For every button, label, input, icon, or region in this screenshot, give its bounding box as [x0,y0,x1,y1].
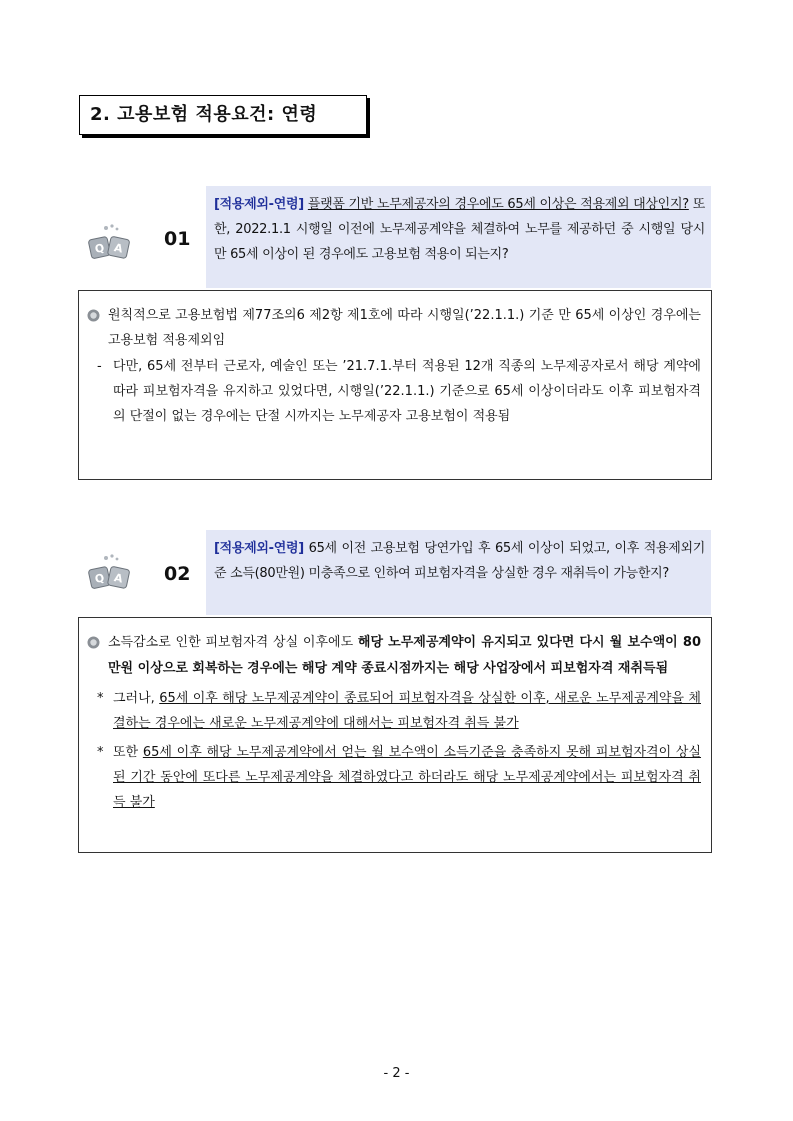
note-underlined: 65세 이후 해당 노무제공계약에서 얻는 월 보수액이 소득기준을 충족하지 못해 피보험자격이 상실된 기간 동안에 또다른 노무제공계약을 체결하였다고 하더라도 해당 노무제공계약에서는 피보험자격 취득 불가 [113,745,702,810]
question-box [206,530,711,615]
question-tag: [적용제외-연령] [214,541,304,556]
svg-text:Q: Q [93,241,106,256]
qa-dice-icon [86,222,132,262]
question-number: 02 [164,563,191,585]
page-number: - 2 - [383,1066,410,1081]
answer-bold: 해당 노무제공계약이 유지되고 있다면 다시 월 보수액이 80만원 이상으로 회복하는 경우에는 해당 계약 종료시점까지는 해당 사업장에서 피보험자격 재취득됨 [108,635,701,676]
svg-text:A: A [112,571,124,586]
question-number: 01 [164,228,191,250]
answer-box [78,617,712,853]
note-mark: * [97,691,104,706]
answer-text [108,630,701,682]
question-text: 65세 이전 고용보험 당연가입 후 65세 이상이 되었고, 이후 적용제외기준 소득(80만원) 미충족으로 인하여 피보험자격을 상실한 경우 재취득이 가능한지? [214,541,705,581]
sub-mark: - [97,359,102,374]
question-text: 또한, 2022.1.1 시행일 이전에 노무제공계약을 체결하여 노무를 제공하던 중 시행일 당시 만 65세 이상이 된 경우에도 고용보험 적용이 되는지? [214,197,705,262]
answer-note [87,740,701,815]
note-plain: 그러나, [113,691,160,706]
answer-item [87,630,701,682]
svg-text:A: A [112,241,124,256]
answer-item [87,303,701,353]
answer-box [78,290,712,480]
round-bullet-icon [87,636,100,649]
note-mark: * [97,745,104,760]
answer-note [87,686,701,736]
question-text-underlined: 플랫폼 기반 노무제공자의 경우에도 65세 이상은 적용제외 대상인지? [307,197,689,212]
round-bullet-icon [87,309,100,322]
question-box [206,186,711,288]
section-title: 2. 고용보험 적용요건: 연령 [79,95,367,135]
answer-subitem [87,354,701,429]
qa-dice-icon [86,552,132,592]
question-tag: [적용제외-연령] [214,197,304,212]
answer-text: 원칙적으로 고용보험법 제77조의6 제2항 제1호에 따라 시행일(’22.1.1.) 기준 만 65세 이상인 경우에는 고용보험 적용제외임 [108,308,701,348]
svg-text:Q: Q [93,571,106,586]
note-plain: 또한 [113,745,143,760]
answer-lead: 소득감소로 인한 피보험자격 상실 이후에도 [108,635,358,650]
note-underlined: 65세 이후 해당 노무제공계약이 종료되어 피보험자격을 상실한 이후, 새로운 노무제공계약을 체결하는 경우에는 새로운 노무제공계약에 대해서는 피보험자격 취득 불가 [113,691,701,731]
answer-subtext: 다만, 65세 전부터 근로자, 예술인 또는 ’21.7.1.부터 적용된 12개 직종의 노무제공자로서 해당 계약에 따라 피보험자격을 유지하고 있었다면, 시행일(’22.1.1.) 기준으로 65세 이상이더라도 이후 피보험자격의 단절이 없는 경우에는 단절 시까지는 노무제공자 고용보험이 적용됨 [113,359,701,424]
